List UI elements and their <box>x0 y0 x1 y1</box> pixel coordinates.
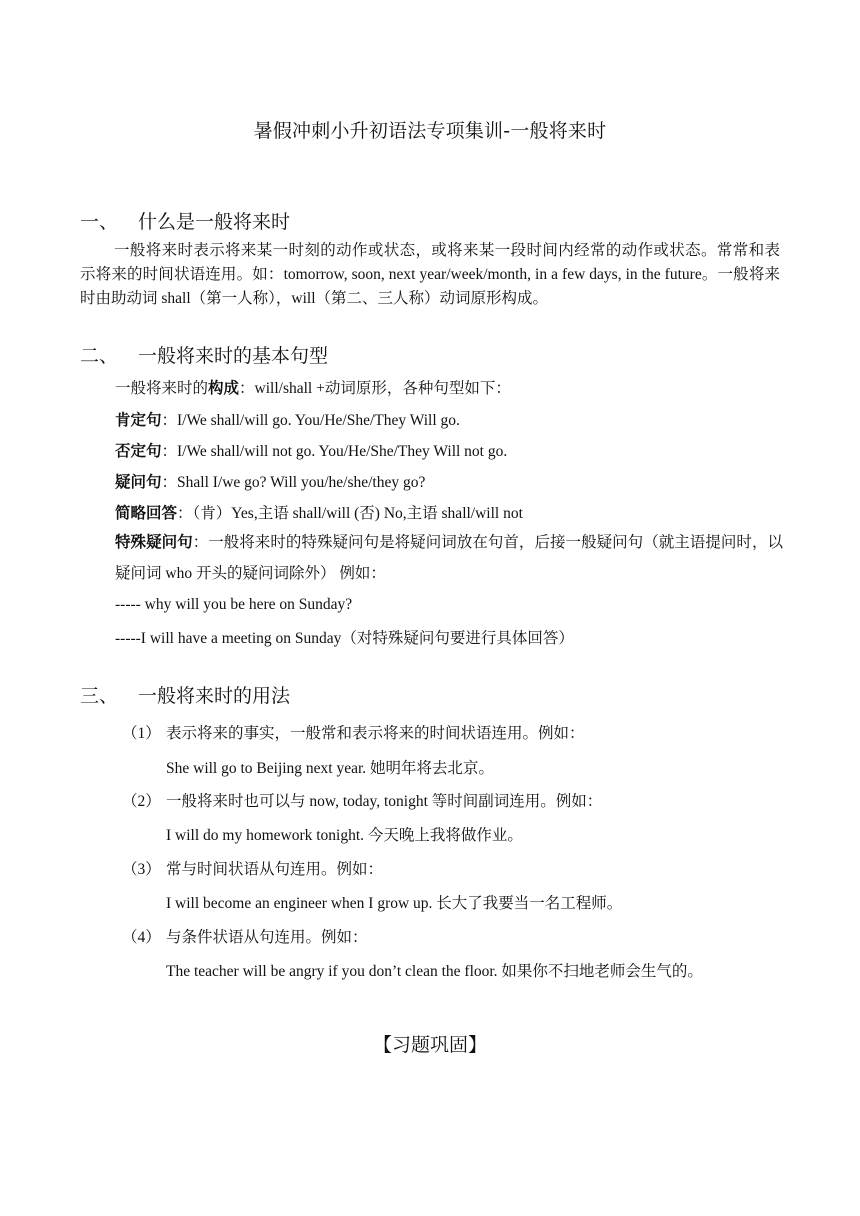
section-2-title: 一般将来时的基本句型 <box>138 345 329 367</box>
exercises-heading: 【习题巩固】 <box>372 1034 487 1056</box>
short-answer-label: 简略回答 <box>115 505 178 522</box>
usage-3-example: I will become an engineer when I grow up. 长大了我要当一名工程师。 <box>166 895 623 912</box>
special-question-para <box>115 527 783 589</box>
structure-line <box>115 376 511 398</box>
short-answer-line <box>115 501 523 523</box>
usage-1-number: （1） <box>122 725 161 742</box>
section-2-number: 二、 <box>80 345 119 367</box>
affirmative-label: 肯定句 <box>115 412 162 429</box>
structure-text: ：will/shall +动词原形，各种句型如下： <box>239 380 511 397</box>
usage-2-example: I will do my homework tonight. 今天晚上我将做作业。 <box>166 827 523 844</box>
negative-text: ：I/We shall/will not go. You/He/She/They Will not go. <box>161 443 508 460</box>
usage-4-example: The teacher will be angry if you don’t clean the floor. 如果你不扫地老师会生气的。 <box>166 963 703 980</box>
question-text: ：Shall I/we go? Will you/he/she/they go? <box>161 474 426 491</box>
short-answer-text: ：（肯）Yes,主语 shall/will (否) No,主语 shall/will not <box>177 505 523 522</box>
section-3-heading <box>80 681 290 708</box>
section-1-number: 一、 <box>80 211 119 233</box>
example-question: ----- why will you be here on Sunday? <box>115 596 353 613</box>
usage-3-number: （3） <box>122 861 161 878</box>
usage-3-text: 常与时间状语从句连用。例如： <box>166 861 384 878</box>
affirmative-text: ：I/We shall/will go. You/He/She/They Will go. <box>161 412 460 429</box>
negative-label: 否定句 <box>115 443 162 460</box>
section-1-body: 一般将来时表示将来某一时刻的动作或状态，或将来某一段时间内经常的动作或状态。常常和表示将来的时间状语连用。如：tomorrow, soon, next year/week/month, in a few days, in the future。一般将来时由助动词 shall（第一人称），will（第二、三人称）动词原形构成。 <box>80 242 780 307</box>
usage-2-text: 一般将来时也可以与 now, today, tonight 等时间副词连用。例如： <box>166 793 603 810</box>
page-title: 暑假冲刺小升初语法专项集训-一般将来时 <box>253 120 607 142</box>
section-2-heading <box>80 341 328 368</box>
negative-line <box>115 439 507 461</box>
affirmative-line <box>115 408 460 430</box>
structure-label: 构成 <box>208 380 240 397</box>
structure-prefix: 一般将来时的 <box>115 380 209 397</box>
section-3-number: 三、 <box>80 685 119 707</box>
special-question-label: 特殊疑问句 <box>115 534 193 551</box>
section-3-title: 一般将来时的用法 <box>138 685 291 707</box>
example-answer: -----I will have a meeting on Sunday（对特殊疑问句要进行具体回答） <box>115 630 574 647</box>
special-question-text: ：一般将来时的特殊疑问句是将疑问词放在句首，后接一般疑问句（就主语提问时，以疑问词 who 开头的疑问词除外） 例如： <box>115 534 783 582</box>
section-1-heading <box>80 207 290 234</box>
section-1-title: 什么是一般将来时 <box>138 211 291 233</box>
usage-4-text: 与条件状语从句连用。例如： <box>166 929 368 946</box>
usage-1-text: 表示将来的事实，一般常和表示将来的时间状语连用。例如： <box>166 725 585 742</box>
usage-1-example: She will go to Beijing next year. 她明年将去北京。 <box>166 760 495 777</box>
question-line <box>115 470 425 492</box>
usage-2-number: （2） <box>122 793 161 810</box>
usage-4-number: （4） <box>122 929 161 946</box>
question-label: 疑问句 <box>115 474 162 491</box>
